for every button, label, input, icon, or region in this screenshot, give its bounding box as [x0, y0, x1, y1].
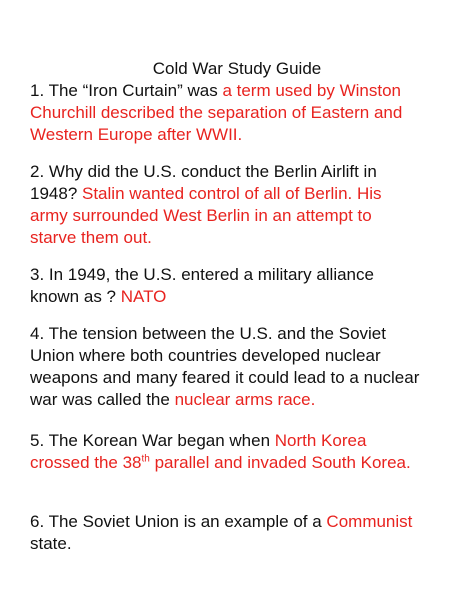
question-5-answer-part-b: parallel and invaded South Korea.	[149, 453, 411, 472]
question-2-answer: Stalin wanted control of all of Berlin. His	[82, 184, 382, 203]
question-3-line-2	[30, 286, 460, 308]
question-5-answer: North Korea	[274, 431, 367, 450]
question-2-text: 1948?	[30, 184, 82, 203]
question-6-line-1	[30, 511, 460, 533]
question-2-line-2	[30, 183, 460, 205]
question-6-text: 6. The Soviet Union is an example of a	[30, 512, 327, 531]
question-3-line-1: 3. In 1949, the U.S. entered a military alliance	[30, 265, 374, 284]
question-1	[30, 80, 460, 146]
question-2	[30, 161, 460, 249]
question-4-answer: nuclear arms race.	[174, 390, 316, 409]
question-4-line-4	[30, 389, 460, 411]
question-5	[30, 430, 460, 474]
question-5-answer-part-a: crossed the 38	[30, 453, 142, 472]
question-3-text: known as ?	[30, 287, 121, 306]
ordinal-superscript: th	[141, 453, 150, 465]
question-5-text: 5. The Korean War began when	[30, 431, 275, 450]
question-4-line-1: 4. The tension between the U.S. and the Soviet	[30, 324, 386, 343]
question-1-text: 1. The “Iron Curtain” was	[30, 81, 223, 100]
question-3	[30, 264, 460, 308]
question-2-answer-line-3: army surrounded West Berlin in an attempt to	[30, 206, 372, 225]
question-4-text: war was called the	[30, 390, 175, 409]
question-4	[30, 323, 460, 411]
page-title: Cold War Study Guide	[152, 59, 322, 78]
question-1-line-1	[30, 80, 460, 102]
question-5-line-1	[30, 430, 460, 452]
question-1-answer-line-3: Western Europe after WWII.	[30, 125, 243, 144]
question-2-line-1: 2. Why did the U.S. conduct the Berlin Airlift in	[30, 162, 377, 181]
question-6	[30, 511, 460, 555]
question-4-line-3: weapons and many feared it could lead to a nuclear	[30, 368, 420, 387]
question-6-line-2: state.	[30, 534, 72, 553]
question-1-answer-line-2: Churchill described the separation of Eastern and	[30, 103, 403, 122]
question-1-answer: a term used by Winston	[222, 81, 402, 100]
question-2-answer-line-4: starve them out.	[30, 228, 152, 247]
question-4-line-2: Union where both countries developed nuclear	[30, 346, 381, 365]
question-5-answer-line-2	[30, 452, 460, 474]
question-3-answer: NATO	[120, 287, 167, 306]
question-6-answer: Communist	[326, 512, 413, 531]
